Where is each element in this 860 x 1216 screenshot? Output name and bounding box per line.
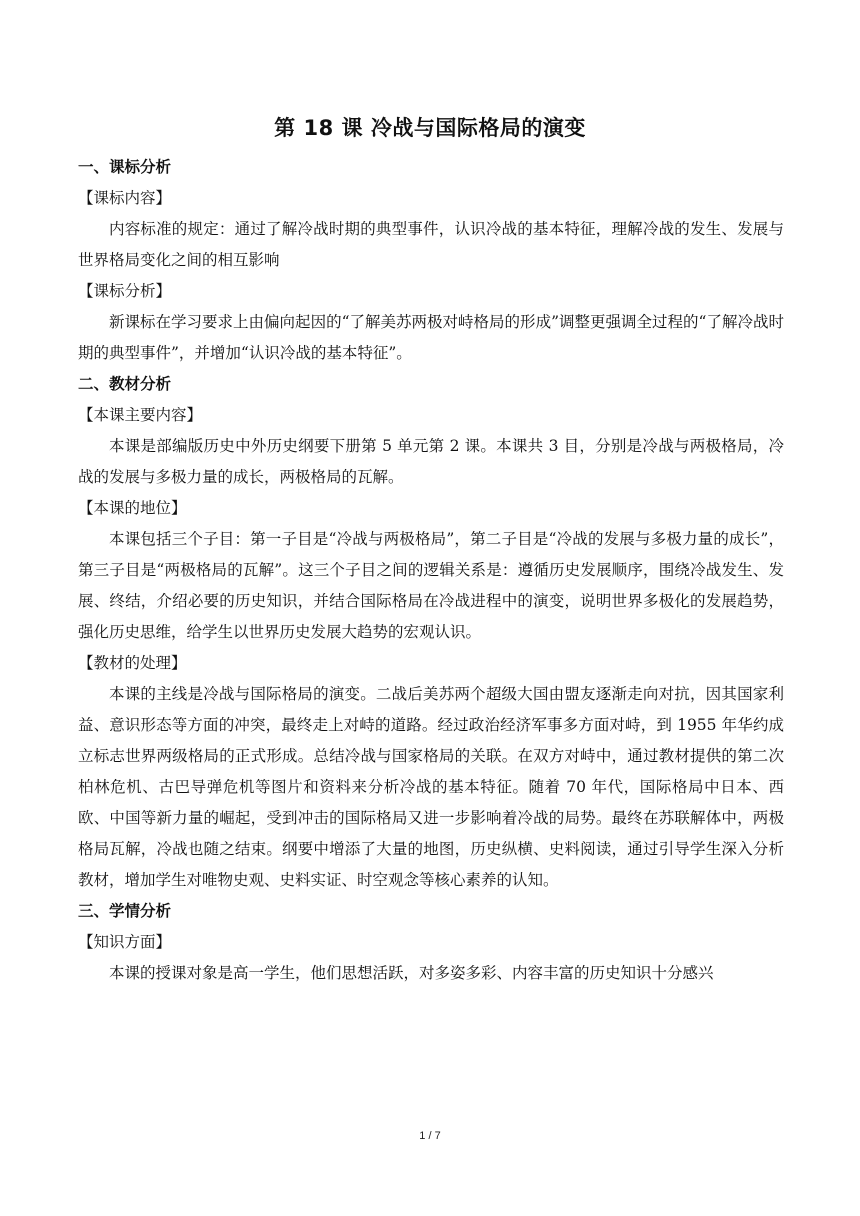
paragraph-curriculum-analysis: 新课标在学习要求上由偏向起因的“了解美苏两极对峙格局的形成”调整更强调全过程的“了解冷战时期的典型事件”，并增加“认识冷战的基本特征”。 bbox=[78, 313, 784, 362]
subheading-textbook-handling: 【教材的处理】 bbox=[78, 654, 187, 672]
section-heading-textbook-analysis: 二、教材分析 bbox=[78, 375, 172, 393]
subheading-curriculum-content: 【课标内容】 bbox=[78, 189, 172, 207]
subheading-lesson-position: 【本课的地位】 bbox=[78, 499, 187, 517]
paragraph-textbook-handling: 本课的主线是冷战与国际格局的演变。二战后美苏两个超级大国由盟友逐渐走向对抗，因其国家利益、意识形态等方面的冲突，最终走上对峙的道路。经过政治经济军事多方面对峙，到 1955 年华约成立标志世界两级格局的正式形成。总结冷战与国家格局的关联。在双方对峙中，通过教材提供的第二次柏林危机、古巴导弹危机等图片和资料来分析冷战的基本特征。随着 70 年代，国际格局中日本、西欧、中国等新力量的崛起，受到冲击的国际格局又进一步影响着冷战的局势。最终在苏联解体中，两极格局瓦解，冷战也随之结束。纲要中增添了大量的地图，历史纵横、史料阅读，通过引导学生深入分析教材，增加学生对唯物史观、史料实证、时空观念等核心素养的认知。 bbox=[78, 685, 784, 889]
document-title: 第 18 课 冷战与国际格局的演变 bbox=[274, 116, 586, 140]
paragraph-lesson-position: 本课包括三个子目：第一子目是“冷战与两极格局”，第二子目是“冷战的发展与多极力量的成长”，第三子目是“两极格局的瓦解”。这三个子目之间的逻辑关系是：遵循历史发展顺序，围绕冷战发生、发展、终结，介绍必要的历史知识，并结合国际格局在冷战进程中的演变，说明世界多极化的发展趋势，强化历史思维，给学生以世界历史发展大趋势的宏观认识。 bbox=[78, 530, 784, 641]
paragraph-main-content: 本课是部编版历史中外历史纲要下册第 5 单元第 2 课。本课共 3 目，分别是冷战与两极格局，冷战的发展与多极力量的成长，两极格局的瓦解。 bbox=[78, 437, 784, 486]
section-heading-curriculum-analysis: 一、课标分析 bbox=[78, 158, 172, 176]
document-body bbox=[78, 152, 784, 989]
subheading-knowledge-aspect: 【知识方面】 bbox=[78, 933, 172, 951]
page-number: 1 / 7 bbox=[419, 1130, 441, 1142]
paragraph-knowledge-aspect: 本课的授课对象是高一学生，他们思想活跃，对多姿多彩、内容丰富的历史知识十分感兴 bbox=[109, 964, 714, 982]
section-heading-student-analysis: 三、学情分析 bbox=[78, 902, 172, 920]
paragraph-curriculum-content: 内容标准的规定：通过了解冷战时期的典型事件，认识冷战的基本特征，理解冷战的发生、发展与世界格局变化之间的相互影响 bbox=[78, 220, 784, 269]
subheading-curriculum-analysis: 【课标分析】 bbox=[78, 282, 172, 300]
subheading-main-content: 【本课主要内容】 bbox=[78, 406, 203, 424]
